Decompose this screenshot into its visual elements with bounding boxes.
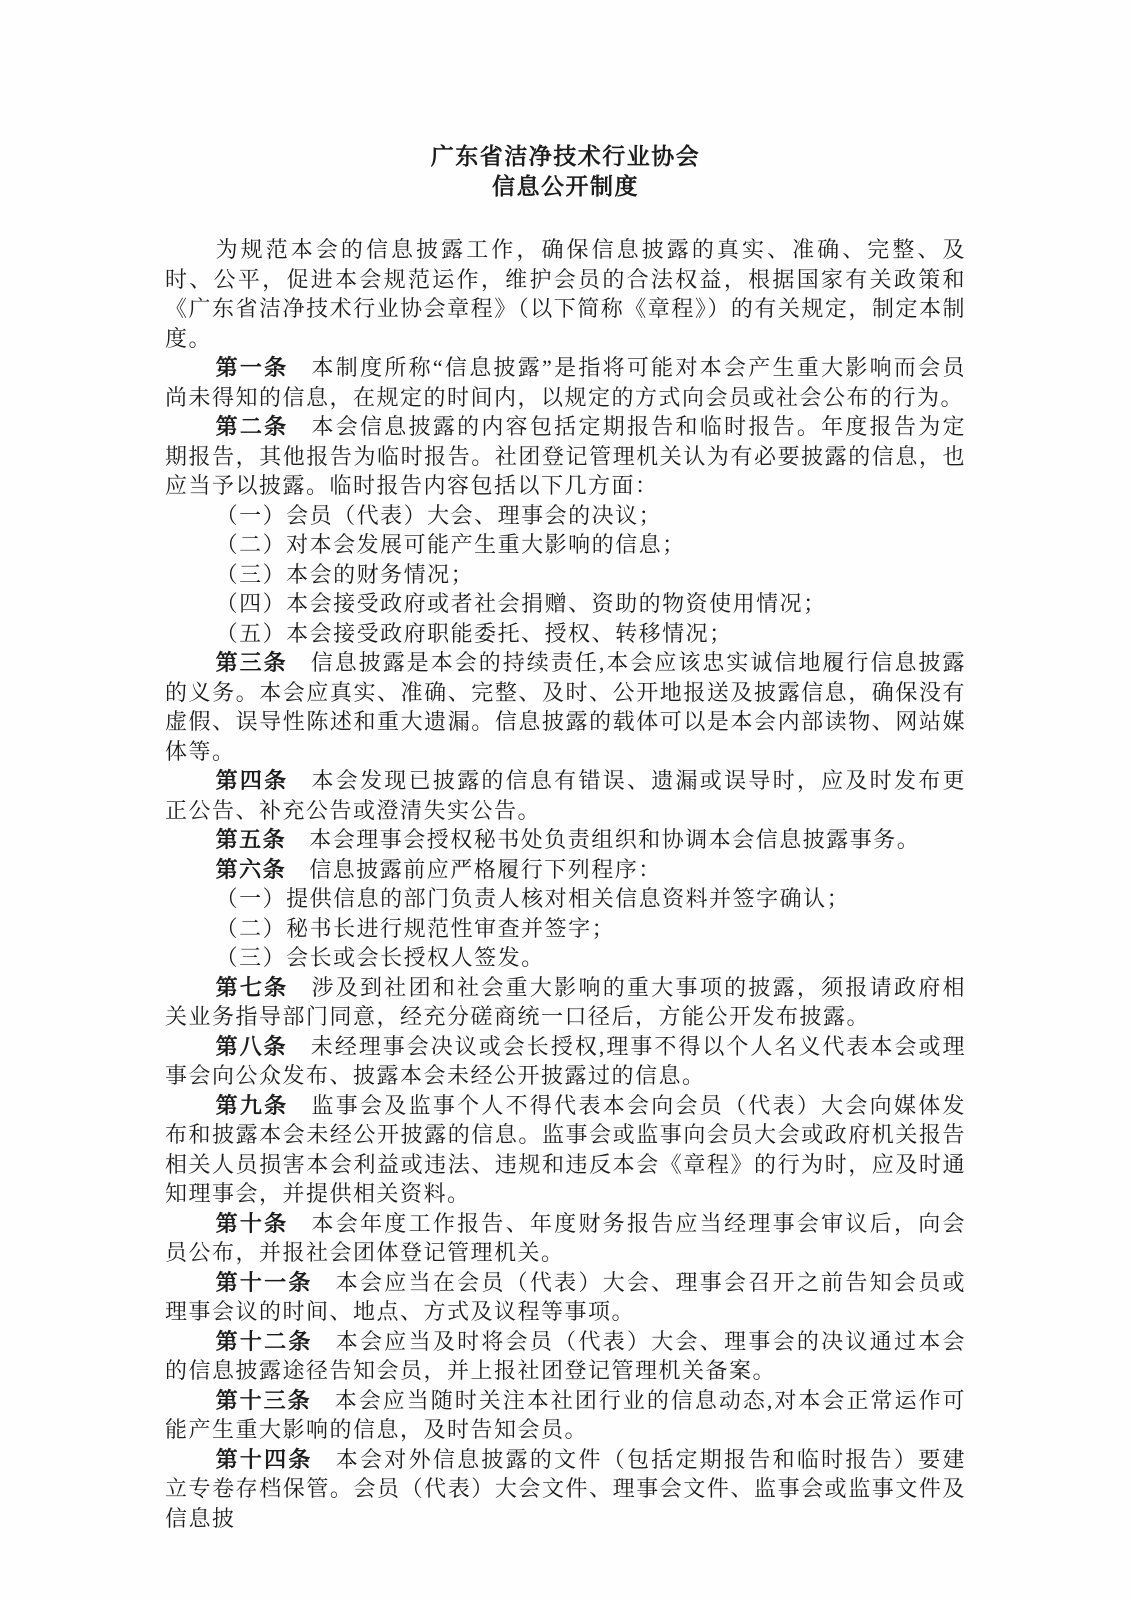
- article-label: 第八条: [215, 1033, 288, 1059]
- article-label: 第十二条: [215, 1328, 313, 1354]
- article-label: 第十四条: [215, 1446, 313, 1472]
- paragraph-text: 本会年度工作报告、年度财务报告应当经理事会审议后，向会员公布，并报社会团体登记管理机关。: [165, 1210, 966, 1265]
- article-3: [165, 648, 966, 766]
- article-6-item-3: [165, 943, 966, 973]
- article-2-item-1: [165, 501, 966, 531]
- article-11: [165, 1268, 966, 1327]
- paragraph-text: （二）秘书长进行规范性审查并签字；: [215, 915, 616, 941]
- article-8: [165, 1032, 966, 1091]
- article-2: [165, 412, 966, 501]
- article-label: 第三条: [215, 650, 288, 675]
- paragraph-text: 本会应当随时关注本社团行业的信息动态,对本会正常运作可能产生重大影响的信息，及时告知会员。: [165, 1387, 966, 1442]
- paragraph-text: （一）提供信息的部门负责人核对相关信息资料并签字确认；: [215, 886, 851, 911]
- article-1: [165, 353, 966, 412]
- paragraph-text: （四）本会接受政府或者社会捐赠、资助的物资使用情况；: [215, 591, 827, 616]
- article-label: 第十一条: [215, 1269, 313, 1295]
- paragraph-text: 本会应当在会员（代表）大会、理事会召开之前告知会员或理事会议的时间、地点、方式及议程等事项。: [165, 1269, 966, 1324]
- paragraph-text: 本会发现已披露的信息有错误、遗漏或误导时，应及时发布更正公告、补充公告或澄清失实公告。: [165, 768, 966, 823]
- article-label: 第十三条: [215, 1387, 312, 1413]
- paragraph-text: （二）对本会发展可能产生重大影响的信息；: [215, 532, 686, 557]
- paragraph-text: 为规范本会的信息披露工作，确保信息披露的真实、准确、完整、及时、公平，促进本会规范运作，维护会员的合法权益，根据国家有关政策和《广东省洁净技术行业协会章程》（以下简称《章程》）的有关规定，制定本制度。: [165, 237, 966, 351]
- paragraph-text: （三）本会的财务情况；: [215, 561, 475, 587]
- document-title: [165, 142, 966, 202]
- article-label: 第十条: [215, 1210, 289, 1236]
- intro-paragraph: [165, 235, 966, 353]
- article-7: [165, 973, 966, 1032]
- article-6-item-2: [165, 914, 966, 944]
- title-org-name: 广东省洁净技术行业协会: [430, 144, 701, 169]
- article-label: 第七条: [215, 974, 289, 1000]
- article-5: [165, 825, 966, 855]
- article-9: [165, 1091, 966, 1209]
- article-label: 第一条: [215, 355, 289, 380]
- paragraph-text: （三）会长或会长授权人签发。: [215, 945, 545, 970]
- paragraph-text: 本会对外信息披露的文件（包括定期报告和临时报告）要建立专卷存档保管。会员（代表）大会文件、理事会文件、监事会或监事文件及信息披: [165, 1446, 966, 1531]
- paragraph-text: 本会信息披露的内容包括定期报告和临时报告。年度报告为定期报告，其他报告为临时报告。社团登记管理机关认为有必要披露的信息，也应当予以披露。临时报告内容包括以下几方面：: [165, 414, 966, 498]
- article-14: [165, 1445, 966, 1534]
- article-label: 第五条: [215, 827, 287, 852]
- article-label: 第二条: [215, 414, 289, 439]
- article-label: 第六条: [215, 856, 287, 882]
- paragraph-text: 信息披露前应严格履行下列程序：: [309, 856, 662, 882]
- article-13: [165, 1386, 966, 1445]
- article-2-item-3: [165, 560, 966, 590]
- article-2-item-4: [165, 589, 966, 619]
- paragraph-text: （一）会员（代表）大会、理事会的决议；: [215, 502, 663, 528]
- article-12: [165, 1327, 966, 1386]
- title-policy-name: 信息公开制度: [492, 174, 639, 199]
- document-body: [165, 235, 966, 1533]
- article-2-item-5: [165, 619, 966, 649]
- paragraph-text: 监事会及监事个人不得代表本会向会员（代表）大会向媒体发布和披露本会未经公开披露的信息。监事会或监事向会员大会或政府机关报告相关人员损害本会利益或违法、违规和违反本会《章程》的行为时，应及时通知理事会，并提供相关资料。: [165, 1092, 966, 1206]
- paragraph-text: 信息披露是本会的持续责任,本会应该忠实诚信地履行信息披露的义务。本会应真实、准确、完整、及时、公开地报送及披露信息，确保没有虚假、误导性陈述和重大遗漏。信息披露的载体可以是本会内部读物、网站媒体等。: [165, 650, 966, 764]
- article-4: [165, 766, 966, 825]
- paragraph-text: 未经理事会决议或会长授权,理事不得以个人名义代表本会或理事会向公众发布、披露本会未经公开披露过的信息。: [165, 1033, 966, 1088]
- paragraph-text: 本制度所称“信息披露”是指将可能对本会产生重大影响而会员尚未得知的信息，在规定的时间内，以规定的方式向会员或社会公布的行为。: [165, 355, 966, 410]
- document-content: [165, 142, 966, 1533]
- paragraph-text: 本会理事会授权秘书处负责组织和协调本会信息披露事务。: [309, 827, 921, 852]
- article-label: 第四条: [215, 768, 289, 793]
- paragraph-text: （五）本会接受政府职能委托、授权、转移情况；: [215, 620, 733, 646]
- article-2-item-2: [165, 530, 966, 560]
- article-10: [165, 1209, 966, 1268]
- article-6: [165, 855, 966, 885]
- paragraph-text: 本会应当及时将会员（代表）大会、理事会的决议通过本会的信息披露途径告知会员，并上报社团登记管理机关备案。: [165, 1328, 966, 1383]
- article-6-item-1: [165, 884, 966, 914]
- paragraph-text: 涉及到社团和社会重大影响的重大事项的披露，须报请政府相关业务指导部门同意，经充分磋商统一口径后，方能公开发布披露。: [165, 974, 966, 1029]
- article-label: 第九条: [215, 1092, 289, 1118]
